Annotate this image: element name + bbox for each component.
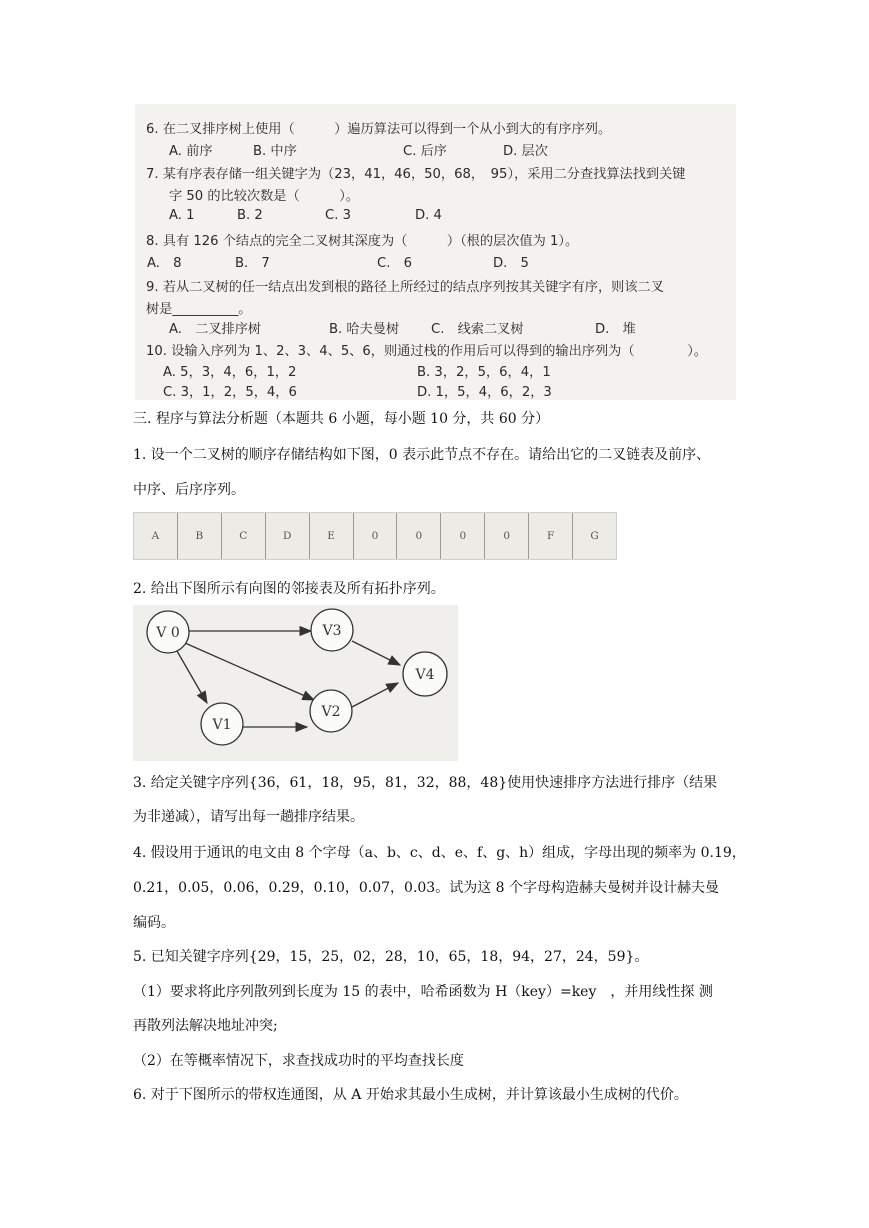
question-7-continuation: 字 50 的比较次数是（ ）。: [169, 189, 360, 204]
question-8-options: [135, 252, 735, 270]
question-text: 若从二叉树的任一结点出发到根的路径上所经过的结点序列按其关键字有序，则该二叉: [162, 280, 664, 295]
question-10: [146, 340, 707, 359]
option-d: D. 5: [493, 256, 529, 271]
array-cell: F: [529, 513, 573, 559]
question-3-line-1: 3. 给定关键字序列{36，61，18，95，81，32，88，48}使用快速排序方法进行排序（结果: [133, 775, 718, 791]
question-number: 8.: [146, 234, 159, 249]
question-7-options: [135, 208, 735, 226]
option-d: D. 1，5，4，6，2，3: [417, 385, 552, 400]
option-b: B. 3，2，5，6，4，1: [417, 365, 551, 380]
array-cell: E: [310, 513, 354, 559]
option-d: D. 4: [415, 208, 442, 223]
option-b: B. 2: [237, 208, 263, 223]
array-cell: 0: [441, 513, 485, 559]
question-text: 某有序表存储一组关键字为（23，41，46，50，68， 95），采用二分查找算法找到关键: [162, 167, 686, 182]
question-1-line-2: 中序、后序序列。: [133, 482, 245, 498]
option-a: A. 二叉排序树: [169, 322, 262, 337]
option-c: C. 3: [325, 208, 351, 223]
question-10-options-row1: [135, 361, 735, 379]
array-cell: 0: [397, 513, 441, 559]
question-6: [146, 118, 611, 137]
array-cell: 0: [485, 513, 529, 559]
option-c: C. 6: [377, 256, 412, 271]
node-label: V1: [212, 717, 232, 733]
array-cell: B: [178, 513, 222, 559]
question-1-line-1: 1. 设一个二叉树的顺序存储结构如下图，0 表示此节点不存在。请给出它的二叉链表及前序、: [133, 447, 711, 463]
array-cell: C: [222, 513, 266, 559]
option-a: A. 1: [169, 208, 195, 223]
sequential-storage-array: [133, 512, 617, 560]
question-9-continuation: 树是__________。: [146, 302, 252, 317]
question-number: 7.: [146, 167, 159, 182]
question-5-line-3: 再散列法解决地址冲突;: [133, 1018, 278, 1034]
option-b: B. 中序: [253, 144, 297, 159]
question-text: 设输入序列为 1、2、3、4、5、6，则通过栈的作用后可以得到的输出序列为（ ）。: [171, 344, 708, 359]
question-5-line-4: （2）在等概率情况下，求查找成功时的平均查找长度: [133, 1053, 464, 1069]
question-5-line-2: （1）要求将此序列散列到长度为 15 的表中，哈希函数为 H（key）=key ，并用线性探 测: [133, 984, 713, 1000]
edge-v0-v1: [177, 651, 207, 703]
array-cell: D: [266, 513, 310, 559]
graph-svg: [133, 605, 458, 761]
question-number: 6.: [146, 122, 159, 137]
question-4-line-1: 4. 假设用于通讯的电文由 8 个字母（a、b、c、d、e、f、g、h）组成，字母出现的频率为 0.19，: [133, 845, 746, 861]
option-b: B. 哈夫曼树: [329, 322, 400, 337]
array-cell: G: [590, 530, 599, 542]
node-label: V2: [321, 704, 341, 720]
option-c: C. 后序: [403, 144, 447, 159]
array-cell: 0: [354, 513, 398, 559]
question-text: 在二叉排序树上使用（ ）遍历算法可以得到一个从小到大的有序序列。: [162, 122, 612, 137]
question-9-options: [135, 318, 735, 336]
edge-v0-v2: [185, 643, 314, 700]
option-d: D. 堆: [595, 322, 636, 337]
question-6: 6. 对于下图所示的带权连通图，从 A 开始求其最小生成树，并计算该最小生成树的代价。: [133, 1087, 688, 1103]
node-label: V3: [322, 623, 342, 639]
option-c: C. 3，1，2，5，4，6: [163, 385, 297, 400]
option-a: A. 5，3，4，6，1，2: [163, 365, 297, 380]
array-cell: A: [134, 513, 178, 559]
option-c: C. 线索二叉树: [431, 322, 524, 337]
question-3-line-2: 为非递减），请写出每一趟排序结果。: [133, 809, 364, 825]
option-a: A. 前序: [169, 144, 213, 159]
option-a: A. 8: [147, 256, 182, 271]
question-number: 9.: [146, 280, 159, 295]
scanned-question-block: [135, 104, 736, 400]
node-label: V 0: [156, 625, 180, 641]
node-label: V4: [415, 667, 435, 683]
question-10-options-row2: [135, 381, 735, 399]
question-text: 具有 126 个结点的完全二叉树其深度为（ ）（根的层次值为 1）。: [162, 234, 579, 249]
question-number: 10.: [146, 344, 167, 359]
section-title: 三. 程序与算法分析题（本题共 6 小题，每小题 10 分，共 60 分）: [133, 411, 550, 427]
edge-v3-v4: [352, 641, 400, 665]
question-6-options: [135, 140, 735, 158]
question-4-line-2: 0.21，0.05，0.06，0.29，0.10，0.07，0.03。试为这 8 个字母构造赫夫曼树并设计赫夫曼: [133, 880, 720, 896]
question-2: 2. 给出下图所示有向图的邻接表及所有拓扑序列。: [133, 581, 445, 597]
question-5-line-1: 5. 已知关键字序列{29，15，25，02，28，10，65，18，94，27，24，59}。: [133, 949, 649, 965]
option-d: D. 层次: [503, 144, 548, 159]
question-8: [146, 230, 578, 249]
question-4-line-3: 编码。: [133, 915, 175, 931]
question-7: [146, 163, 685, 182]
edge-v2-v4: [352, 683, 398, 707]
option-b: B. 7: [235, 256, 270, 271]
directed-graph: [133, 605, 458, 761]
question-9: [146, 276, 664, 295]
